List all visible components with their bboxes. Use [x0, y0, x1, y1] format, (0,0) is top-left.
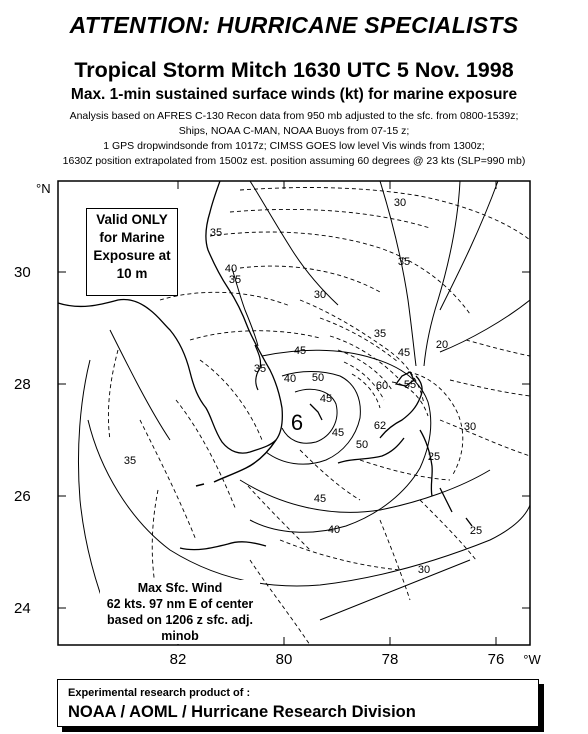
storm-center-symbol: 6 — [290, 410, 304, 435]
lon-label: 82 — [169, 651, 187, 668]
lon-label: 80 — [275, 651, 293, 668]
latitude-labels — [14, 181, 51, 617]
max-wind-line: Max Sfc. Wind — [137, 581, 223, 595]
footer-credit-box — [57, 679, 539, 727]
valid-line: Valid ONLY — [96, 212, 168, 227]
contour-label: 35 — [123, 455, 137, 467]
longitude-labels — [170, 651, 542, 668]
contour-label: 50 — [311, 372, 325, 384]
contour-label: 20 — [435, 339, 449, 351]
contour-label: 30 — [417, 564, 431, 576]
lat-label: 24 — [14, 600, 31, 617]
lat-label: 30 — [14, 264, 31, 281]
attention-heading: ATTENTION: HURRICANE SPECIALISTS — [69, 12, 519, 38]
contour-label: 62 — [373, 420, 387, 432]
bahamas-islands — [310, 372, 472, 526]
valid-line: 10 m — [116, 266, 148, 281]
contour-label: 50 — [355, 439, 369, 451]
max-wind-line: based on 1206 z sfc. adj. minob — [107, 613, 253, 643]
contour-label: 35 — [373, 328, 387, 340]
contour-label: 35 — [209, 227, 223, 239]
contour-label: 30 — [393, 197, 407, 209]
contour-label: 45 — [319, 393, 333, 405]
analysis-note-2: Ships, NOAA C-MAN, NOAA Buoys from 07-15 z; — [178, 125, 410, 137]
page-subtitle: Max. 1-min sustained surface winds (kt) for marine exposure — [70, 86, 518, 103]
footer-caption: Experimental research product of : — [68, 687, 251, 699]
contour-label: 30 — [313, 289, 327, 301]
contour-label: 35 — [253, 363, 267, 375]
contour-label: 45 — [331, 427, 345, 439]
contour-label: 45 — [397, 347, 411, 359]
lon-label: 78 — [381, 651, 399, 668]
lon-label: 76 — [487, 651, 505, 668]
page-title: Tropical Storm Mitch 1630 UTC 5 Nov. 1998 — [74, 58, 514, 82]
lat-unit: °N — [36, 181, 51, 196]
cuba-coastline — [180, 542, 266, 550]
contour-label: 25 — [469, 525, 483, 537]
footer-organization: NOAA / AOML / Hurricane Research Division — [68, 703, 416, 721]
valid-line: for Marine — [99, 230, 165, 245]
contour-label: 45 — [313, 493, 327, 505]
contour-label: 40 — [224, 263, 238, 275]
valid-only-box — [86, 208, 178, 296]
contour-label: 40 — [327, 524, 341, 536]
contour-label: 55 — [403, 379, 417, 391]
contour-label: 45 — [293, 345, 307, 357]
contour-label: 25 — [427, 451, 441, 463]
contour-label: 60 — [375, 380, 389, 392]
max-wind-line: 62 kts. 97 nm E of center — [106, 597, 254, 611]
analysis-note-3: 1 GPS dropwindsonde from 1017z; CIMSS GOES low level Vis winds from 1300z; — [103, 140, 485, 152]
contour-label: 40 — [283, 373, 297, 385]
lon-unit: °W — [523, 652, 541, 667]
analysis-note-1: Analysis based on AFRES C-130 Recon data from 950 mb adjusted to the sfc. from 0800-1539z; — [69, 110, 519, 122]
valid-line: Exposure at — [93, 248, 171, 263]
contour-label: 35 — [228, 274, 242, 286]
lat-label: 28 — [14, 376, 31, 393]
analysis-note-4: 1630Z position extrapolated from 1500z est. position assuming 60 degrees @ 23 kts (SLP=990 mb) — [62, 155, 526, 167]
contour-label: 35 — [397, 256, 411, 268]
max-wind-annotation — [100, 580, 260, 644]
contour-label: 30 — [463, 421, 477, 433]
lat-label: 26 — [14, 488, 31, 505]
